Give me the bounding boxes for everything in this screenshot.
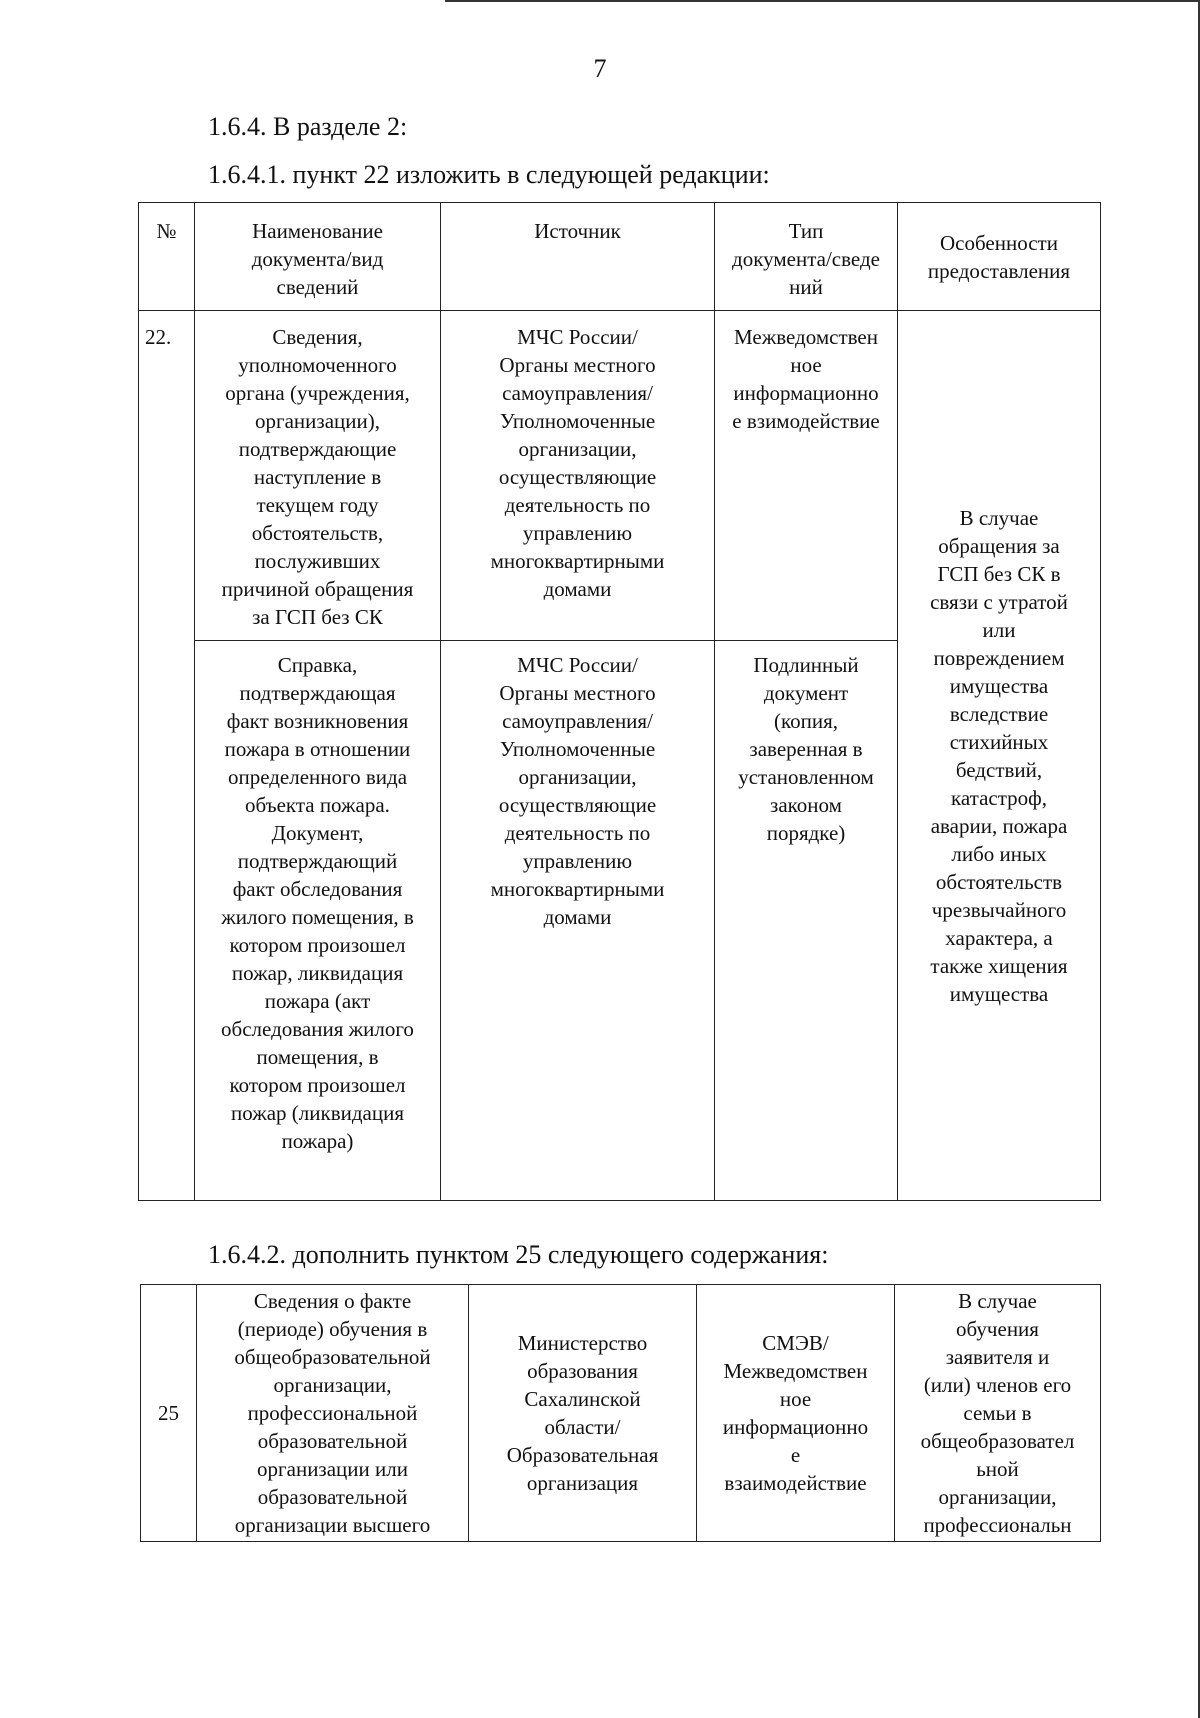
header-features: Особенности предоставления [898, 203, 1101, 311]
row-22-source-1: МЧС России/ Органы местного самоуправления/ Уполномоченные организации, осуществляющие деятельность по управлению многоквартирными домами [441, 311, 715, 641]
section-heading: 1.6.4. В разделе 2: [208, 112, 408, 141]
header-number: № [139, 203, 195, 311]
item-22-heading: 1.6.4.1. пункт 22 изложить в следующей редакции: [208, 160, 770, 189]
row-22-source-2: МЧС России/ Органы местного самоуправления/ Уполномоченные организации, осуществляющие деятельность по управлению многоквартирными домами [441, 641, 715, 1201]
table-row [139, 311, 1101, 641]
item-25-heading: 1.6.4.2. дополнить пунктом 25 следующего содержания: [208, 1240, 829, 1269]
row-number-22: 22. [139, 311, 195, 1201]
row-25-type: СМЭВ/ Межведомствен ное информационно е взаимодействие [697, 1285, 895, 1542]
table-item-22 [138, 202, 1101, 1201]
row-22-features: В случае обращения за ГСП без СК в связи с утратой или повреждением имущества вследствие стихийных бедствий, катастроф, аварии, пожара либо иных обстоятельств чрезвычайного характера, а также хищения имущества [898, 311, 1101, 1201]
row-number-25: 25 [141, 1285, 197, 1542]
header-source: Источник [441, 203, 715, 311]
header-document-type: Тип документа/сведе ний [715, 203, 898, 311]
row-25-source: Министерство образования Сахалинской области/ Образовательная организация [469, 1285, 697, 1542]
row-22-name-2: Справка, подтверждающая факт возникновения пожара в отношении определенного вида объекта пожара. Документ, подтверждающий факт обследования жилого помещения, в котором произошел пожар, ликвидация пожара (акт обследования жилого помещения, в котором произошел пожар (ликвидация пожара) [195, 641, 441, 1201]
row-22-name-1: Сведения, уполномоченного органа (учреждения, организации), подтверждающие наступление в текущем году обстоятельств, послуживших причиной обращения за ГСП без СК [195, 311, 441, 641]
table-item-25 [140, 1284, 1101, 1542]
scan-border-top [445, 0, 1200, 2]
row-22-type-2: Подлинный документ (копия, заверенная в установленном законом порядке) [715, 641, 898, 1201]
header-document-name: Наименование документа/вид сведений [195, 203, 441, 311]
page-number: 7 [593, 54, 607, 83]
row-25-name: Сведения о факте (периоде) обучения в общеобразовательной организации, профессиональной образовательной организации или образовательной организации высшего [197, 1285, 469, 1542]
row-22-type-1: Межведомствен ное информационно е взимодействие [715, 311, 898, 641]
table-header-row [139, 203, 1101, 311]
table-row [141, 1285, 1101, 1542]
row-25-features: В случае обучения заявителя и (или) членов его семьи в общеобразовател ьной организации, профессиональн [895, 1285, 1101, 1542]
